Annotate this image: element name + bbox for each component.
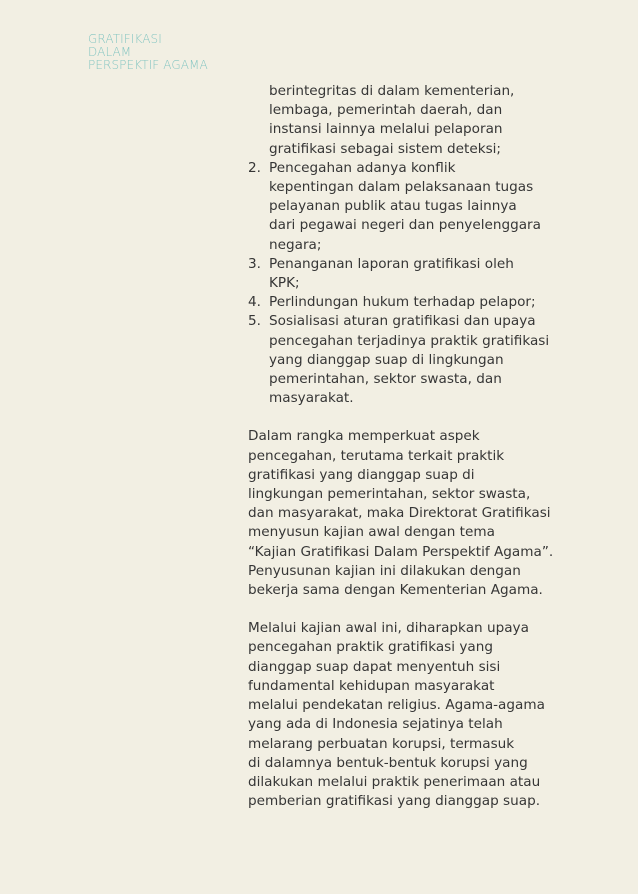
text-line: melalui pendekatan religius. Agama-agama — [248, 697, 545, 714]
text-line: menyusun kajian awal dengan tema — [248, 524, 495, 541]
text-line: Penyusunan kajian ini dilakukan dengan — [248, 562, 521, 579]
list-item-number: 5. — [248, 313, 261, 330]
text-line: instansi lainnya melalui pelaporan — [269, 121, 503, 138]
running-head-line: GRATIFIKASI — [88, 32, 162, 46]
numbered-list — [248, 82, 578, 408]
text-line: Penanganan laporan gratifikasi oleh — [269, 255, 514, 272]
text-line: Dalam rangka memperkuat aspek — [248, 428, 480, 445]
text-line: kepentingan dalam pelaksanaan tugas — [269, 179, 534, 196]
text-line: pemerintahan, sektor swasta, dan — [269, 371, 502, 388]
text-line: dilakukan melalui praktik penerimaan atau — [248, 773, 541, 790]
text-line: dan masyarakat, maka Direktorat Gratifikasi — [248, 505, 551, 522]
text-line: Pencegahan adanya konflik — [269, 159, 456, 176]
text-line: pencegahan terjadinya praktik gratifikasi — [269, 332, 550, 349]
text-line: “Kajian Gratifikasi Dalam Perspektif Agama”. — [248, 543, 554, 560]
text-line: dianggap suap dapat menyentuh sisi — [248, 658, 501, 675]
text-line: lingkungan pemerintahan, sektor swasta, — [248, 486, 531, 503]
text-line: di dalamnya bentuk-bentuk korupsi yang — [248, 754, 528, 771]
text-line: gratifikasi sebagai sistem deteksi; — [269, 140, 502, 157]
text-line: masyarakat. — [269, 390, 354, 407]
text-line: berintegritas di dalam kementerian, — [269, 83, 515, 99]
text-line: bekerja sama dengan Kementerian Agama. — [248, 582, 543, 599]
paragraph — [248, 619, 578, 811]
text-line: yang dianggap suap di lingkungan — [269, 351, 504, 368]
running-head-line: PERSPEKTIF AGAMA — [88, 58, 208, 72]
list-item-number: 4. — [248, 294, 261, 311]
text-line: fundamental kehidupan masyarakat — [248, 677, 495, 694]
text-line: pemberian gratifikasi yang dianggap suap. — [248, 793, 541, 810]
text-line: melarang perbuatan korupsi, termasuk — [248, 735, 515, 752]
text-line: Perlindungan hukum terhadap pelapor; — [269, 294, 536, 311]
list-item — [248, 312, 578, 408]
page-body — [248, 82, 578, 811]
list-item-continuation — [248, 82, 578, 159]
running-head-line: DALAM — [88, 45, 132, 59]
text-line: pelayanan publik atau tugas lainnya — [269, 198, 517, 215]
text-line: gratifikasi yang dianggap suap di — [248, 466, 475, 483]
text-line: negara; — [269, 236, 322, 253]
paragraph — [248, 427, 578, 600]
list-item — [248, 293, 578, 312]
text-line: pencegahan praktik gratifikasi yang — [248, 639, 493, 656]
text-line: KPK; — [269, 275, 300, 292]
list-item — [248, 255, 578, 293]
text-line: lembaga, pemerintah daerah, dan — [269, 102, 503, 119]
running-head — [88, 33, 208, 72]
text-line: yang ada di Indonesia sejatinya telah — [248, 716, 503, 733]
text-line: Sosialisasi aturan gratifikasi dan upaya — [269, 313, 536, 330]
list-item — [248, 159, 578, 255]
list-item-number: 2. — [248, 159, 261, 176]
list-item-number: 3. — [248, 255, 261, 272]
text-line: pencegahan, terutama terkait praktik — [248, 447, 505, 464]
text-line: dari pegawai negeri dan penyelenggara — [269, 217, 541, 234]
text-line: Melalui kajian awal ini, diharapkan upaya — [248, 620, 529, 637]
